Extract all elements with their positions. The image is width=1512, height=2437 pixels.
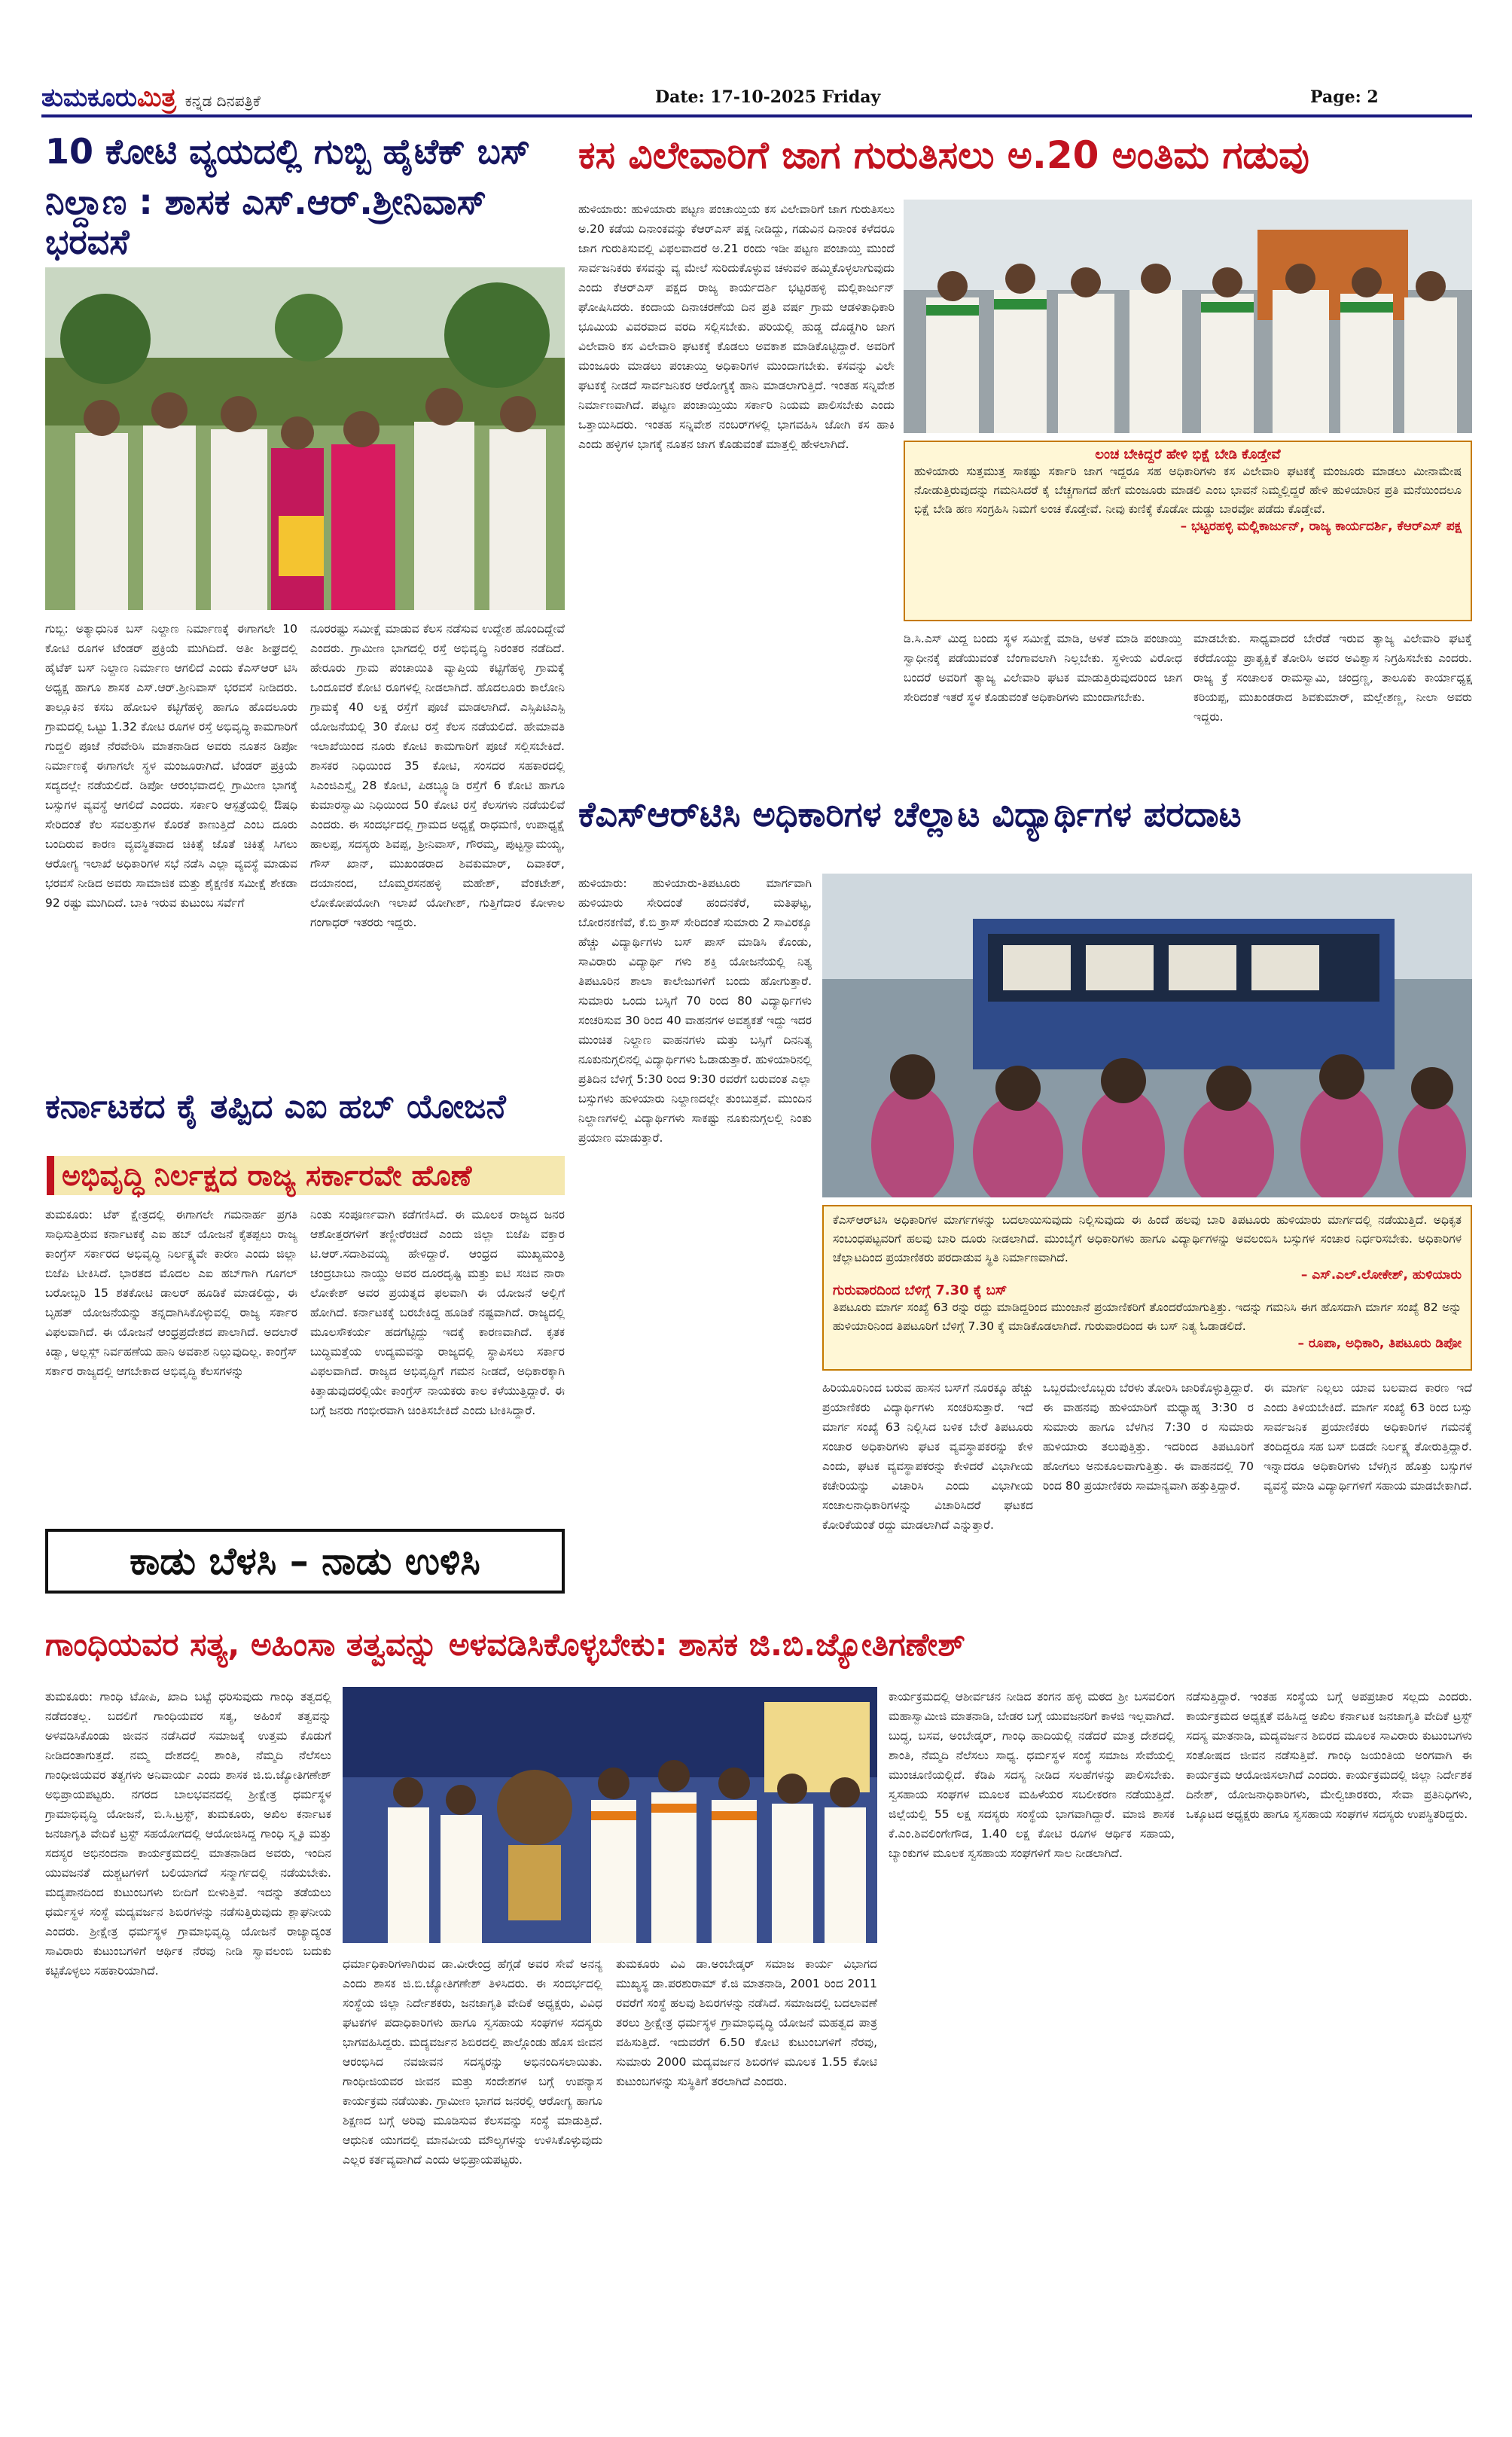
story3-body: ಹುಳಿಯಾರು: ಹುಳಿಯಾರು-ತಿಪಟೂರು ಮಾರ್ಗವಾಗಿ ಹುಳಿಯಾರು ಸೇರಿದಂತೆ ಹಂದನಕೆರೆ, ಮತಿಘಟ್ಟ, ಬೋರನಕಣಿವೆ, ಕೆ.ಬಿ ಕ್ರಾಸ್ ಸೇರಿದಂತೆ ಸುಮಾರು 2 ಸಾವಿರಕ್ಕೂ ಹೆಚ್ಚು ವಿದ್ಯಾರ್ಥಿಗಳು ಬಸ್ ಪಾಸ್ ಮಾಡಿಸಿ ಕೊಂಡು, ಸಾವಿರಾರು ವಿದ್ಯಾರ್ಥಿ ಗಳು ಶಕ್ತಿ ಯೋಜನೆಯಲ್ಲಿ ನಿತ್ಯ ತಿಪಟೂರಿನ ಶಾಲಾ ಕಾಲೇಜುಗಳಿಗೆ ಬಂದು ಹೋಗುತ್ತಾರೆ. ಸುಮಾರು ಒಂದು ಬಸ್ಸಿಗೆ 70 ರಿಂದ 80 ವಿದ್ಯಾರ್ಥಿಗಳು ಸಂಚರಿಸುವ 30 ರಿಂದ 40 ವಾಹನಗಳ ಅವಶ್ಯಕತೆ ಇದ್ದು ಇದರ ಮುಂಚಿತ ನಿಲ್ದಾಣ ವಾಹನಗಳು ಮತ್ತು ಬಸ್ಸಿಗೆ ದಿನನಿತ್ಯ ನೂಕುನುಗ್ಗಲಿನಲ್ಲಿ ವಿದ್ಯಾರ್ಥಿಗಳು ಓಡಾಡುತ್ತಾರೆ. ಹುಳಿಯಾರಿನಲ್ಲಿ ಪ್ರತಿದಿನ ಬೆಳಿಗ್ಗೆ 5:30 ರಿಂದ 9:30 ರವರೆಗೆ ಬರುವಂತ ಎಲ್ಲಾ ಬಸ್ಸುಗಳು ಹುಳಿಯಾರು ನಿಲ್ದಾಣದಲ್ಲೇ ತುಂಬುತ್ತವೆ. ಮುಂದಿನ ನಿಲ್ದಾಣಗಳಲ್ಲಿ ವಿದ್ಯಾರ್ಥಿಗಳು ಸಾಕಷ್ಟು ನೂಕುನುಗ್ಗಲಲ್ಲಿ ನಿಂತು ಪ್ರಯಾಣ ಮಾಡುತ್ತಾರೆ. [578, 877, 812, 1145]
story2-body: ಹುಳಿಯಾರು: ಹುಳಿಯಾರು ಪಟ್ಟಣ ಪಂಚಾಯ್ತಿಯ ಕಸ ವಿಲೇವಾರಿಗೆ ಜಾಗ ಗುರುತಿಸಲು ಅ.20 ಕಡೆಯ ದಿನಾಂಕವನ್ನು ಕೆಆರ್‌ಎಸ್ ಪಕ್ಷ ನೀಡಿದ್ದು, ಗಡುವಿನ ದಿನಾಂಕ ಕಳೆದರೂ ಜಾಗ ಗುರುತಿಸುವಲ್ಲಿ ವಿಫಲವಾದರೆ ಅ.21 ರಂದು ಇಡೀ ಪಟ್ಟಣ ಪಂಚಾಯ್ತಿ ಮುಂದೆ ಸಾರ್ವಜನಿಕರು ಕಸವನ್ನು ವ್ಯ ಮೇಲೆ ಸುರಿದುಕೊಳ್ಳುವ ಚಳುವಳಿ ಹಮ್ಮಿಕೊಳ್ಳಲಾಗುವುದು ಎಂದು ಕೆಆರ್‌ಎಸ್ ಪಕ್ಷದ ರಾಜ್ಯ ಕಾರ್ಯದರ್ಶಿ ಭಟ್ಟರಹಳ್ಳಿ ಮಲ್ಲಿಕಾರ್ಜುನ್ ಘೋಷಿಸಿದರು. ಕಂದಾಯ ದಿನಾಚರಣೆಯ ದಿನ ಪ್ರತಿ ವರ್ಷ ಗ್ರಾಮ ಆಡಳಿತಾಧಿಕಾರಿ ಭೂಮಿಯ ವಿವರವಾದ ವರದಿ ಸಲ್ಲಿಸಬೇಕು. ಪರಿಯಲ್ಲಿ ಹುಡ್ಡ ದೊಡ್ಡಗಿರಿ ಜಾಗ ವಿಲೇವಾರಿ ಕಸ ವಿಲೇವಾರಿ ಘಟಕಕ್ಕೆ ಕೊಡಲು ಅವಕಾಶ ಮಾಡಿಕೊಟ್ಟಿದ್ದಾರೆ. ಅವರಿಗೆ ಮಂಜೂರು ಮಾಡಲು ಪಂಚಾಯ್ತಿ ಅಧಿಕಾರಿಗಳ ಮುಂದಾಗಬೇಕು. ಕಸವನ್ನು ವಿಲೇ ಘಟಕಕ್ಕೆ ನೀಡದೆ ಸಾರ್ವಜನಿಕರ ಆರೋಗ್ಯಕ್ಕೆ ಹಾನಿ ಮಾಡಲಾಗುತ್ತಿದೆ. ಇಂತಹ ಸನ್ನಿವೇಶ ನಿರ್ಮಾಣವಾಗಿದೆ. ಪಟ್ಟಣ ಪಂಚಾಯ್ತಿಯು ಸರ್ಕಾರಿ ನಿಯಮ ಪಾಲಿಸಬೇಕು ಎಂದು ಒತ್ತಾಯಿಸಿದರು. ಇಂತಹ ಸನ್ನಿವೇಶ ನಂಬರ್‌ಗಳಲ್ಲಿ ಭಾಗವಹಿಸಿ ಜೋಗಿ ಕಸ ಹಾಕಿ ಎಂದು ಹಳ್ಳಿಗಳ ಭಾಗಕ್ಕೆ ನೂತನ ಜಾಗ ಕೊಡುವಂತೆ ಮಾತ್ತಲ್ಲಿ ಹೇಳಲಾಗಿದೆ. [578, 203, 895, 451]
story5-body-col4: ಕಾರ್ಯಕ್ರಮದಲ್ಲಿ ಆಶೀರ್ವಚನ ನೀಡಿದ ತಂಗನ ಹಳ್ಳಿ ಮಠದ ಶ್ರೀ ಬಸವಲಿಂಗ ಮಹಾಸ್ವಾಮೀಜಿ ಮಾತನಾಡಿ, ಬೇಡರ ಬಗ್ಗೆ ಯುವಜನರಿಗೆ ಕಾಳಜಿ ಇಲ್ಲವಾಗಿದೆ. ಬುದ್ಧ, ಬಸವ, ಅಂಬೇಡ್ಕರ್, ಗಾಂಧಿ ಹಾದಿಯಲ್ಲಿ ನಡೆದರೆ ಮಾತ್ರ ದೇಶದಲ್ಲಿ ಶಾಂತಿ, ನೆಮ್ಮದಿ ನೆಲೆಸಲು ಸಾಧ್ಯ. ಧರ್ಮಸ್ಥಳ ಸಂಸ್ಥೆ ಸಮಾಜ ಸೇವೆಯಲ್ಲಿ ಮುಂಚೂಣಿಯಲ್ಲಿದೆ. ಕೆಡಿಪಿ ಸದಸ್ಯ ನೀಡಿದ ಸಲಹೆಗಳನ್ನು ಪಾಲಿಸಬೇಕು. ಸ್ವಸಹಾಯ ಸಂಘಗಳ ಮೂಲಕ ಮಹಿಳೆಯರ ಸಬಲೀಕರಣ ನಡೆಯುತ್ತಿದೆ. ಜಿಲ್ಲೆಯಲ್ಲಿ 55 ಲಕ್ಷ ಸದಸ್ಯರು ಸಂಸ್ಥೆಯ ಭಾಗವಾಗಿದ್ದಾರೆ. ಮಾಜಿ ಶಾಸಕ ಕೆ.ಎಂ.ಶಿವಲಿಂಗೇಗೌಡ, 1.40 ಲಕ್ಷ ಕೋಟಿ ರೂಗಳ ಆರ್ಥಿಕ ಸಹಾಯ, ಬ್ಯಾಂಕುಗಳ ಮೂಲಕ ಸ್ವಸಹಾಯ ಸಂಘಗಳಿಗೆ ಸಾಲ ನೀಡಲಾಗಿದೆ. [889, 1690, 1175, 1860]
masthead-rule [41, 114, 1472, 117]
page-number: Page: 2 [1310, 87, 1379, 107]
story5-body-col2: ಧರ್ಮಾಧಿಕಾರಿಗಳಾಗಿರುವ ಡಾ.ವೀರೇಂದ್ರ ಹೆಗ್ಗಡೆ ಅವರ ಸೇವೆ ಅನನ್ಯ ಎಂದು ಶಾಸಕ ಜಿ.ಬಿ.ಜ್ಯೋತಿಗಣೇಶ್ ತಿಳಿಸಿದರು. ಈ ಸಂದರ್ಭದಲ್ಲಿ ಸಂಸ್ಥೆಯ ಜಿಲ್ಲಾ ನಿರ್ದೇಶಕರು, ಜನಜಾಗೃತಿ ವೇದಿಕೆ ಅಧ್ಯಕ್ಷರು, ವಿವಿಧ ಘಟಕಗಳ ಪದಾಧಿಕಾರಿಗಳು ಹಾಗೂ ಸ್ವಸಹಾಯ ಸಂಘಗಳ ಸದಸ್ಯರು ಭಾಗವಹಿಸಿದ್ದರು. ಮದ್ಯವರ್ಜನ ಶಿಬಿರದಲ್ಲಿ ಪಾಲ್ಗೊಂಡು ಹೊಸ ಜೀವನ ಆರಂಭಿಸಿದ ನವಜೀವನ ಸದಸ್ಯರನ್ನು ಅಭಿನಂದಿಸಲಾಯಿತು. ಗಾಂಧೀಜಿಯವರ ಜೀವನ ಮತ್ತು ಸಂದೇಶಗಳ ಬಗ್ಗೆ ಉಪನ್ಯಾಸ ಕಾರ್ಯಕ್ರಮ ನಡೆಯಿತು. ಗ್ರಾಮೀಣ ಭಾಗದ ಜನರಲ್ಲಿ ಆರೋಗ್ಯ ಹಾಗೂ ಶಿಕ್ಷಣದ ಬಗ್ಗೆ ಅರಿವು ಮೂಡಿಸುವ ಕೆಲಸವನ್ನು ಸಂಸ್ಥೆ ಮಾಡುತ್ತಿದೆ. ಆಧುನಿಕ ಯುಗದಲ್ಲಿ ಮಾನವೀಯ ಮೌಲ್ಯಗಳನ್ನು ಉಳಿಸಿಕೊಳ್ಳುವುದು ಎಲ್ಲರ ಕರ್ತವ್ಯವಾಗಿದೆ ಎಂದು ಅಭಿಪ್ರಾಯಪಟ್ಟರು. [343, 1957, 602, 2167]
story2-headline: ಕಸ ವಿಲೇವಾರಿಗೆ ಜಾಗ ಗುರುತಿಸಲು ಅ.20 ಅಂತಿಮ ಗಡುವು [578, 133, 1309, 177]
story4-subhead: ಅಭಿವೃದ್ಧಿ ನಿರ್ಲಕ್ಷದ ರಾಜ್ಯ ಸರ್ಕಾರವೇ ಹೊಣೆ [47, 1156, 565, 1195]
story1-body-col1: ಗುಬ್ಬಿ: ಅತ್ಯಾಧುನಿಕ ಬಸ್ ನಿಲ್ದಾಣ ನಿರ್ಮಾಣಕ್ಕೆ ಈಗಾಗಲೇ 10 ಕೋಟಿ ರೂಗಳ ಟೆಂಡರ್ ಪ್ರಕ್ರಿಯೆ ಮುಗಿದಿದೆ. ಅತೀ ಶೀಘ್ರದಲ್ಲಿ ಹೈಟೆಕ್ ಬಸ್ ನಿಲ್ದಾಣ ನಿರ್ಮಾಣ ಆಗಲಿದೆ ಎಂದು ಕೆಎಸ್‌ಆರ್‌ ಟಿಸಿ ಅಧ್ಯಕ್ಷ ಹಾಗೂ ಶಾಸಕ ಎಸ್.ಆರ್.ಶ್ರೀನಿವಾಸ್ ಭರವಸೆ ನೀಡಿದರು. ತಾಲ್ಲೂಕಿನ ಕಸಬ ಹೋಬಳಿ ಕಟ್ಟಿಗೆಹಳ್ಳಿ ಹಾಗೂ ಹೊದಲೂರು ಗ್ರಾಮದಲ್ಲಿ ಒಟ್ಟು 1.32 ಕೋಟಿ ರೂಗಳ ರಸ್ತೆ ಅಭಿವೃದ್ಧಿ ಕಾಮಗಾರಿಗೆ ಗುದ್ದಲಿ ಪೂಜೆ ನೆರವೇರಿಸಿ ಮಾತನಾಡಿದ ಅವರು ನೂತನ ಡಿಪೋ ನಿರ್ಮಾಣಕ್ಕೆ ಈಗಾಗಲೇ ಸ್ಥಳ ಮಂಜೂರಾಗಿದೆ. ಟೆಂಡರ್ ಪ್ರಕ್ರಿಯೆ ಸದ್ಯದಲ್ಲೇ ನಡೆಯಲಿದೆ. ಡಿಪೋ ಆರಂಭವಾದಲ್ಲಿ ಗ್ರಾಮೀಣ ಭಾಗಕ್ಕೆ ಬಸ್ಸುಗಳ ವ್ಯವಸ್ಥೆ ಆಗಲಿದೆ ಎಂದರು. ಸರ್ಕಾರಿ ಆಸ್ಪತ್ರೆಯಲ್ಲಿ ಔಷಧಿ ಸೇರಿದಂತೆ ಕೆಲ ಸವಲತ್ತುಗಳ ಕೊರತೆ ಕಾಣುತ್ತಿದೆ ಎಂಬ ದೂರು ಬಂದಿರುವ ಕಾರಣ ವ್ಯವಸ್ಥಿತವಾದ ಚಿಕಿತ್ಸೆ ಜೊತೆ ಚಿಕಿತ್ಸೆ ಸಿಗಲು ಆರೋಗ್ಯ ಇಲಾಖೆ ಅಧಿಕಾರಿಗಳ ಸಭೆ ನಡೆಸಿ ಎಲ್ಲಾ ವ್ಯವಸ್ಥೆ ಮಾಡುವ ಭರವಸೆ ನೀಡಿದ ಅವರು ಸಾಮಾಜಿಕ ಮತ್ತು ಶೈಕ್ಷಣಿಕ ಸಮೀಕ್ಷೆ ಶೇಕಡಾ 92 ರಷ್ಟು ಮುಗಿದಿದೆ. ಬಾಕಿ ಇರುವ ಕುಟುಂಬ ಸರ್ವೆಗೆ [45, 622, 297, 910]
story5-body-col3: ತುಮಕೂರು ವಿವಿ ಡಾ.ಅಂಬೇಡ್ಕರ್ ಸಮಾಜ ಕಾರ್ಯ ವಿಭಾಗದ ಮುಖ್ಯಸ್ಥ ಡಾ.ಪರಶುರಾಮ್ ಕೆ.ಜಿ ಮಾತನಾಡಿ, 2001 ರಿಂದ 2011 ರವರೆಗೆ ಸಂಸ್ಥೆ ಹಲವು ಶಿಬಿರಗಳನ್ನು ನಡೆಸಿದೆ. ಸಮಾಜದಲ್ಲಿ ಬದಲಾವಣೆ ತರಲು ಶ್ರೀಕ್ಷೇತ್ರ ಧರ್ಮಸ್ಥಳ ಗ್ರಾಮಾಭಿವೃದ್ಧಿ ಯೋಜನೆ ಮಹತ್ವದ ಪಾತ್ರ ವಹಿಸುತ್ತಿದೆ. ಇದುವರೆಗೆ 6.50 ಕೋಟಿ ಕುಟುಂಬಗಳಿಗೆ ನೆರವು, ಸುಮಾರು 2000 ಮದ್ಯವರ್ಜನ ಶಿಬಿರಗಳ ಮೂಲಕ 1.55 ಕೋಟಿ ಕುಟುಂಬಗಳನ್ನು ಸುಸ್ಥಿತಿಗೆ ತರಲಾಗಿದೆ ಎಂದರು. [616, 1957, 877, 2088]
story2-box-text: ಹುಳಿಯಾರು ಸುತ್ತಮುತ್ತ ಸಾಕಷ್ಟು ಸರ್ಕಾರಿ ಜಾಗ ಇದ್ದರೂ ಸಹ ಅಧಿಕಾರಿಗಳು ಕಸ ವಿಲೇವಾರಿ ಘಟಕಕ್ಕೆ ಮಂಜೂರು ಮಾಡಲು ಮೀನಾಮೇಷ ನೋಡುತ್ತಿರುವುದನ್ನು ಗಮನಿಸಿದರೆ ಕೈ ಬೆಚ್ಚಗಾಗದೆ ಹೇಗೆ ಮಂಜೂರು ಮಾಡಲಿ ಎಂಬ ಭಾವನೆ ನಿಮ್ಮಲ್ಲಿದ್ದರೆ ಹೇಳಿ ಹುಳಿಯಾರಿನ ಪ್ರತಿ ಮನೆಯಿಂದಲೂ ಭಿಕ್ಷೆ ಬೇಡಿ ಹಣ ಸಂಗ್ರಹಿಸಿ ನಿಮಗೆ ಲಂಚ ಕೊಡ್ತೇವೆ. ನೀವು ಕುಣಿಕ್ಕೆ ಕೊಡೋ ದುಡ್ಡು ಬಾರವೋ ಪಡೆದು ಕೊಡ್ತೇವೆ. [914, 465, 1462, 516]
story5-body-col5: ನಡೆಸುತ್ತಿದ್ದಾರೆ. ಇಂತಹ ಸಂಸ್ಥೆಯ ಬಗ್ಗೆ ಅಪಪ್ರಚಾರ ಸಲ್ಲದು ಎಂದರು. ಕಾರ್ಯಕ್ರಮದ ಅಧ್ಯಕ್ಷತೆ ವಹಿಸಿದ್ದ ಅಖಿಲ ಕರ್ನಾಟಕ ಜನಜಾಗೃತಿ ವೇದಿಕೆ ಟ್ರಸ್ಟ್ ಸದಸ್ಯ ಮಾತನಾಡಿ, ಮದ್ಯವರ್ಜನ ಶಿಬಿರದ ಮೂಲಕ ಸಾವಿರಾರು ಕುಟುಂಬಗಳು ಸಂತೋಷದ ಜೀವನ ನಡೆಸುತ್ತಿವೆ. ಗಾಂಧಿ ಜಯಂತಿಯ ಅಂಗವಾಗಿ ಈ ಕಾರ್ಯಕ್ರಮ ಆಯೋಜಿಸಲಾಗಿದೆ ಎಂದರು. ಕಾರ್ಯಕ್ರಮದಲ್ಲಿ ಜಿಲ್ಲಾ ನಿರ್ದೇಶಕ ದಿನೇಶ್, ಯೋಜನಾಧಿಕಾರಿಗಳು, ಮೇಲ್ವಿಚಾರಕರು, ಸೇವಾ ಪ್ರತಿನಿಧಿಗಳು, ಒಕ್ಕೂಟದ ಅಧ್ಯಕ್ಷರು ಹಾಗೂ ಸ್ವಸಹಾಯ ಸಂಘಗಳ ಸದಸ್ಯರು ಉಪಸ್ಥಿತರಿದ್ದರು. [1186, 1690, 1472, 1821]
story4-headline: ಕರ್ನಾಟಕದ ಕೈ ತಪ್ಪಿದ ಎಐ ಹಬ್ ಯೋಜನೆ [45, 1088, 565, 1127]
story5-headline: ಗಾಂಧಿಯವರ ಸತ್ಯ, ಅಹಿಂಸಾ ತತ್ವವನ್ನು ಅಳವಡಿಸಿಕೊಳ್ಳಬೇಕು: ಶಾಸಕ ಜಿ.ಬಿ.ಜ್ಯೋತಿಗಣೇಶ್ [45, 1626, 965, 1663]
slogan-box: ಕಾಡು ಬೆಳಸಿ – ನಾಡು ಉಳಿಸಿ [45, 1529, 565, 1594]
story3-body-cont3: ಈ ಮಾರ್ಗ ನಿಲ್ಲಲು ಯಾವ ಬಲವಾದ ಕಾರಣ ಇದೆ ಎಂದು ತಿಳಿಯಬೇಕಿದೆ. ಮಾರ್ಗ ಸಂಖ್ಯೆ 63 ರಿಂದ ಬಸ್ಸು ಸಾರ್ವಜನಿಕ ಪ್ರಯಾಣಿಕರು ಅಧಿಕಾರಿಗಳ ಗಮನಕ್ಕೆ ತಂದಿದ್ದರೂ ಸಹ ಬಸ್ ಬಿಡದೇ ನಿರ್ಲಕ್ಷ್ಯ ತೋರುತ್ತಿದ್ದಾರೆ. ಇನ್ನಾದರೂ ಅಧಿಕಾರಿಗಳು ಬೆಳಗ್ಗಿನ ಹೊತ್ತು ಬಸ್ಸುಗಳ ವ್ಯವಸ್ಥೆ ಮಾಡಿ ವಿದ್ಯಾರ್ಥಿಗಳಿಗೆ ಸಹಾಯ ಮಾಡಬೇಕಾಗಿದೆ. [1264, 1381, 1472, 1493]
story3-box-text: ಕೆಎಸ್‌ಆರ್‌ಟಿಸಿ ಅಧಿಕಾರಿಗಳ ಮಾರ್ಗಗಳನ್ನು ಬದಲಾಯಿಸುವುದು ನಿಲ್ಲಿಸುವುದು ಈ ಹಿಂದೆ ಹಲವು ಬಾರಿ ತಿಪಟೂರು ಹುಳಿಯಾರು ಮಾರ್ಗದಲ್ಲಿ ನಡೆಯುತ್ತಿದೆ. ಅಧಿಕೃತ ಸಂಬಂಧಪಟ್ಟವರಿಗೆ ಹಲವು ಬಾರಿ ದೂರು ನೀಡಲಾಗಿದೆ. ಮುಂಬೈಗೆ ಅಧಿಕಾರಿಗಳು ಹಾಗೂ ವಿದ್ಯಾರ್ಥಿಗಳನ್ನು ಅವಲಂಬಿಸಿ ಬಸ್ಸುಗಳ ಸಂಚಾರ ನಿರ್ಧರಿಸಬೇಕು. ಅಧಿಕಾರಿಗಳ ಚೆಲ್ಲಾಟದಿಂದ ಪ್ರಯಾಣಿಕರು ಪರದಾಡುವ ಸ್ಥಿತಿ ನಿರ್ಮಾಣವಾಗಿದೆ. [833, 1213, 1462, 1264]
ceremony-photo [45, 267, 565, 610]
story2-quote-box [904, 441, 1472, 621]
story4-body-col2: ನಿಂತು ಸಂಪೂರ್ಣವಾಗಿ ಕಡೆಗಣಿಸಿದೆ. ಈ ಮೂಲಕ ರಾಜ್ಯದ ಜನರ ಆಶೋತ್ತರಗಳಿಗೆ ತಣ್ಣೀರೆರಚಿದೆ ಎಂದು ಜಿಲ್ಲಾ ಬಿಜೆಪಿ ವಕ್ತಾರ ಟಿ.ಆರ್.ಸದಾಶಿವಯ್ಯ ಹೇಳಿದ್ದಾರೆ. ಆಂಧ್ರದ ಮುಖ್ಯಮಂತ್ರಿ ಚಂದ್ರಬಾಬು ನಾಯ್ಡು ಅವರ ದೂರದೃಷ್ಟಿ ಮತ್ತು ಐಟಿ ಸಚಿವ ನಾರಾ ಲೋಕೇಶ್ ಅವರ ಪ್ರಯತ್ನದ ಫಲವಾಗಿ ಈ ಯೋಜನೆ ಅಲ್ಲಿಗೆ ಹೋಗಿದೆ. ಕರ್ನಾಟಕಕ್ಕೆ ಬರಬೇಕಿದ್ದ ಹೂಡಿಕೆ ನಷ್ಟವಾಗಿದೆ. ರಾಜ್ಯದಲ್ಲಿ ಮೂಲಸೌಕರ್ಯ ಹದಗೆಟ್ಟಿದ್ದು ಇದಕ್ಕೆ ಕಾರಣವಾಗಿದೆ. ಕೃತಕ ಬುದ್ಧಿಮತ್ತೆಯ ಉದ್ಯಮವನ್ನು ರಾಜ್ಯದಲ್ಲಿ ಸ್ಥಾಪಿಸಲು ಸರ್ಕಾರ ವಿಫಲವಾಗಿದೆ. ರಾಜ್ಯದ ಅಭಿವೃದ್ಧಿಗೆ ಗಮನ ನೀಡದೆ, ಅಧಿಕಾರಕ್ಕಾಗಿ ಕಿತ್ತಾಡುವುದರಲ್ಲಿಯೇ ಕಾಂಗ್ರೆಸ್ ನಾಯಕರು ಕಾಲ ಕಳೆಯುತ್ತಿದ್ದಾರೆ. ಈ ಬಗ್ಗೆ ಜನರು ಗಂಭೀರವಾಗಿ ಚಿಂತಿಸಬೇಕಿದೆ ಎಂದು ಟೀಕಿಸಿದ್ದಾರೆ. [310, 1208, 565, 1417]
masthead-logo: ತುಮಕೂರುಮಿತ್ರ ಕನ್ನಡ ದಿನಪತ್ರಿಕೆ [41, 83, 261, 113]
story3-body-cont2: ಒಬ್ಬರಮೇಲೊಬ್ಬರು ಬೆರಳು ತೋರಿಸಿ ಜಾರಿಕೊಳ್ಳುತ್ತಿದ್ದಾರೆ. ಈ ವಾಹನವು ಹುಳಿಯಾರಿಗೆ ಮಧ್ಯಾಹ್ನ 3:30 ರ ಸುಮಾರು ಹಾಗೂ ಬೆಳಗಿನ 7:30 ರ ಸುಮಾರು ಹುಳಿಯಾರು ತಲುಪುತ್ತಿತ್ತು. ಇದರಿಂದ ತಿಪಟೂರಿಗೆ ಹೋಗಲು ಅನುಕೂಲವಾಗುತ್ತಿತ್ತು. ಈ ವಾಹನದಲ್ಲಿ 70 ರಿಂದ 80 ಪ್ರಯಾಣಿಕರು ಸಾಮಾನ್ಯವಾಗಿ ಹತ್ತುತ್ತಿದ್ದಾರೆ. [1043, 1381, 1254, 1493]
story2-body-cont1: ಡಿ.ಸಿ.ಎಸ್ ಮಿದ್ದ ಬಂದು ಸ್ಥಳ ಸಮೀಕ್ಷೆ ಮಾಡಿ, ಅಳತೆ ಮಾಡಿ ಪಂಚಾಯ್ತಿ ಸ್ವಾಧೀನಕ್ಕೆ ಪಡೆಯುವಂತೆ ಬೆಂಗಾವಲಾಗಿ ನಿಲ್ಲಬೇಕು. ಸ್ಥಳೀಯ ವಿರೋಧ ಬಂದರೆ ಅವರಿಗೆ ತ್ಯಾಜ್ಯ ವಿಲೇವಾರಿ ಘಟಕ ಮಾಡುತ್ತಿರುವುದರಿಂದ ಜಾಗ ಸೇರಿದಂತೆ ಇತರೆ ಸ್ಥಳ ಕೊಡುವಂತೆ ಅಧಿಕಾರಿಗಳು ಮುಂದಾಗಬೇಕು. [904, 632, 1182, 704]
story1-headline: 10 ಕೋಟಿ ವ್ಯಯದಲ್ಲಿ ಗುಬ್ಬಿ ಹೈಟೆಕ್ ಬಸ್ ನಿಲ್ದಾಣ : ಶಾಸಕ ಎಸ್.ಆರ್.ಶ್ರೀನಿವಾಸ್ ಭರವಸೆ [45, 131, 531, 262]
issue-date: Date: 17-10-2025 Friday [655, 87, 881, 107]
story2-box-title: ಲಂಚ ಬೇಕಿದ್ದರೆ ಹೇಳಿ ಭಿಕ್ಷೆ ಬೇಡಿ ಕೊಡ್ತೇವೆ [1095, 447, 1281, 462]
stage-event-photo [343, 1687, 877, 1943]
story3-box2-title: ಗುರುವಾರದಿಂದ ಬೆಳಿಗ್ಗೆ 7.30 ಕ್ಕೆ ಬಸ್ [833, 1283, 1007, 1298]
story5-body-col1: ತುಮಕೂರು: ಗಾಂಧಿ ಟೋಪಿ, ಖಾದಿ ಬಟ್ಟೆ ಧರಿಸುವುದು ಗಾಂಧಿ ತತ್ವದಲ್ಲಿ ನಡೆದಂತಲ್ಲ. ಬದಲಿಗೆ ಗಾಂಧಿಯವರ ಸತ್ಯ, ಅಹಿಂಸೆ ತತ್ವವನ್ನು ಅಳವಡಿಸಿಕೊಂಡು ಜೀವನ ನಡೆಸಿದರೆ ಸಮಾಜಕ್ಕೆ ಉತ್ತಮ ಕೊಡುಗೆ ನೀಡಿದಂತಾಗುತ್ತದೆ. ನಮ್ಮ ದೇಶದಲ್ಲಿ ಶಾಂತಿ, ನೆಮ್ಮದಿ ನೆಲೆಸಲು ಗಾಂಧೀಜಿಯವರ ತತ್ವಗಳು ಅನಿವಾರ್ಯ ಎಂದು ಶಾಸಕ ಜಿ.ಬಿ.ಜ್ಯೋತಿಗಣೇಶ್ ಅಭಿಪ್ರಾಯಪಟ್ಟರು. ನಗರದ ಬಾಲಭವನದಲ್ಲಿ ಶ್ರೀಕ್ಷೇತ್ರ ಧರ್ಮಸ್ಥಳ ಗ್ರಾಮಾಭಿವೃದ್ಧಿ ಯೋಜನೆ, ಬಿ.ಸಿ.ಟ್ರಸ್ಟ್, ತುಮಕೂರು, ಅಖಿಲ ಕರ್ನಾಟಕ ಜನಜಾಗೃತಿ ವೇದಿಕೆ ಟ್ರಸ್ಟ್ ಸಹಯೋಗದಲ್ಲಿ ಆಯೋಜಿಸಿದ್ದ ಗಾಂಧಿ ಸ್ಮೃತಿ ಮತ್ತು ಸದಸ್ಯರ ಅಭಿನಂದನಾ ಕಾರ್ಯಕ್ರಮದಲ್ಲಿ ಮಾತನಾಡಿದ ಅವರು, ಇಂದಿನ ಯುವಜನತೆ ದುಶ್ಚಟಗಳಿಗೆ ಬಲಿಯಾಗದೆ ಸನ್ಮಾರ್ಗದಲ್ಲಿ ನಡೆಯಬೇಕು. ಮದ್ಯಪಾನದಿಂದ ಕುಟುಂಬಗಳು ಬೀದಿಗೆ ಬೀಳುತ್ತಿವೆ. ಇದನ್ನು ತಡೆಯಲು ಧರ್ಮಸ್ಥಳ ಸಂಸ್ಥೆ ಮದ್ಯವರ್ಜನ ಶಿಬಿರಗಳನ್ನು ನಡೆಸುತ್ತಿರುವುದು ಶ್ಲಾಘನೀಯ ಎಂದರು. ಶ್ರೀಕ್ಷೇತ್ರ ಧರ್ಮಸ್ಥಳ ಗ್ರಾಮಾಭಿವೃದ್ಧಿ ಯೋಜನೆ ರಾಜ್ಯಾದ್ಯಂತ ಸಾವಿರಾರು ಕುಟುಂಬಗಳಿಗೆ ಆರ್ಥಿಕ ನೆರವು ನೀಡಿ ಸ್ವಾವಲಂಬಿ ಬದುಕು ಕಟ್ಟಿಕೊಳ್ಳಲು ಸಹಕಾರಿಯಾಗಿದೆ. [45, 1690, 331, 1978]
story3-quote-box [822, 1205, 1472, 1371]
story3-headline: ಕೆಎಸ್‌ಆರ್‌ಟಿಸಿ ಅಧಿಕಾರಿಗಳ ಚೆಲ್ಲಾಟ ವಿದ್ಯಾರ್ಥಿಗಳ ಪರದಾಟ [578, 794, 1242, 834]
story2-body-cont2: ಮಾಡಬೇಕು. ಸಾಧ್ಯವಾದರೆ ಬೇರೆಡೆ ಇರುವ ತ್ಯಾಜ್ಯ ವಿಲೇವಾರಿ ಘಟಕ್ಕೆ ಕರೆದೊಯ್ದು ಪ್ರಾತ್ಯಕ್ಷಿಕೆ ತೋರಿಸಿ ಅವರ ಅವಿಶ್ವಾಸ ನಿಗ್ರಹಿಸಬೇಕು ಎಂದರು. ರಾಜ್ಯ ಕ್ರೆ ಸಂಚಾಲಕ ರಾಮಸ್ವಾಮಿ, ಚಂದ್ರಣ್ಣ, ತಾಲೂಕು ಕಾರ್ಯಾಧ್ಯಕ್ಷ ಕರಿಯಪ್ಪ, ಮುಖಂಡರಾದ ಶಿವಕುಮಾರ್, ಮಲ್ಲೇಶಣ್ಣ, ನೀಲಾ ಅವರು ಇದ್ದರು. [1193, 632, 1472, 724]
bus-crowd-photo [822, 874, 1472, 1197]
story3-box2-credit: – ರೂಪಾ, ಅಧಿಕಾರಿ, ತಿಪಟೂರು ಡಿಪೋ [1297, 1336, 1462, 1351]
story2-box-credit: – ಭಟ್ಟರಹಳ್ಳಿ ಮಲ್ಲಿಕಾರ್ಜುನ್, ರಾಜ್ಯ ಕಾರ್ಯದರ್ಶಿ, ಕೆಆರ್‌ಎಸ್ ಪಕ್ಷ [1180, 519, 1462, 534]
story3-body-cont1: ಹಿರಿಯೂರಿನಿಂದ ಬರುವ ಹಾಸನ ಬಸ್‌ಗೆ ನೂರಕ್ಕೂ ಹೆಚ್ಚು ಪ್ರಯಾಣಿಕರು ವಿದ್ಯಾರ್ಥಿಗಳು ಸಂಚರಿಸುತ್ತಾರೆ. ಇದೆ ಮಾರ್ಗ ಸಂಖ್ಯೆ 63 ನಿಲ್ಲಿಸಿದ ಬಳಿಕ ಬೇರೆ ತಿಪಟೂರು ಸಂಚಾರ ಅಧಿಕಾರಿಗಳು ಘಟಕ ವ್ಯವಸ್ಥಾಪಕರನ್ನು ಕೇಳಿ ಎಂದು, ಘಟಕ ವ್ಯವಸ್ಥಾಪಕರನ್ನು ಕೇಳಿದರೆ ವಿಭಾಗೀಯ ಕಚೇರಿಯನ್ನು ವಿಚಾರಿಸಿ ಎಂದು ವಿಭಾಗೀಯ ಸಂಚಾಲನಾಧಿಕಾರಿಗಳನ್ನು ವಿಚಾರಿಸಿದರೆ ಘಟಕದ ಕೋರಿಕೆಯಂತೆ ರದ್ದು ಮಾಡಲಾಗಿದೆ ಎನ್ನುತ್ತಾರೆ. [822, 1381, 1033, 1532]
story1-body-col2: ನೂರರಷ್ಟು ಸಮೀಕ್ಷೆ ಮಾಡುವ ಕೆಲಸ ನಡೆಸುವ ಉದ್ದೇಶ ಹೊಂದಿದ್ದೇವೆ ಎಂದರು. ಗ್ರಾಮೀಣ ಭಾಗದಲ್ಲಿ ರಸ್ತೆ ಅಭಿವೃದ್ಧಿ ನಿರಂತರ ನಡೆದಿದೆ. ಹೇರೂರು ಗ್ರಾಮ ಪಂಚಾಯಿತಿ ವ್ಯಾಪ್ತಿಯ ಕಟ್ಟಿಗೆಹಳ್ಳಿ ಗ್ರಾಮಕ್ಕೆ ಒಂದೂವರೆ ಕೋಟಿ ರೂಗಳಲ್ಲಿ ನೀಡಲಾಗಿದೆ. ಹೊದಲೂರು ಕಾಲೋನಿ ಗ್ರಾಮಕ್ಕೆ 40 ಲಕ್ಷ ರಸ್ತೆಗೆ ಪೂಜೆ ಮಾಡಲಾಗಿದೆ. ಎಸ್ಸಿಪಿಟಿಎಸ್ಪಿ ಯೋಜನೆಯಲ್ಲಿ 30 ಕೋಟಿ ರಸ್ತೆ ಕೆಲಸ ನಡೆಯಲಿದೆ. ಹೇಮಾವತಿ ಇಲಾಖೆಯಿಂದ ನೂರು ಕೋಟಿ ಕಾಮಗಾರಿಗೆ ಪೂಜೆ ಸಲ್ಲಿಸಬೇಕಿದೆ. ಶಾಸಕರ ನಿಧಿಯಿಂದ 35 ಕೋಟಿ, ಸಂಸದರ ಸಹಕಾರದಲ್ಲಿ ಸಿಎಂಜಿಎಸ್ವೈ 28 ಕೋಟಿ, ಪಿಡಬ್ಲ್ಯೂಡಿ ರಸ್ತೆಗೆ 6 ಕೋಟಿ ಹಾಗೂ ಕುಮಾರಸ್ವಾಮಿ ನಿಧಿಯಿಂದ 50 ಕೋಟಿ ರಸ್ತೆ ಕೆಲಸಗಳು ನಡೆಯಲಿವೆ ಎಂದರು. ಈ ಸಂದರ್ಭದಲ್ಲಿ ಗ್ರಾಮದ ಅಧ್ಯಕ್ಷೆ ರಾಧಮಣಿ, ಉಪಾಧ್ಯಕ್ಷೆ ಹಾಲಪ್ಪ, ಸದಸ್ಯರು ಶಿವಪ್ಪ, ಶ್ರೀನಿವಾಸ್, ಗೌರಮ್ಮ, ಪುಟ್ಟಸ್ವಾಮಯ್ಯ, ಗೌಸ್ ಖಾನ್, ಮುಖಂಡರಾದ ಶಿವಕುಮಾರ್, ದಿವಾಕರ್, ದಯಾನಂದ, ಬೊಮ್ಮರಸನಹಳ್ಳಿ ಮಹೇಶ್, ವೆಂಕಟೇಶ್, ಲೋಕೋಪಯೋಗಿ ಇಲಾಖೆ ಯೋಗೀಶ್, ಗುತ್ತಿಗೆದಾರ ಕೋಳಾಲ ಗಂಗಾಧರ್ ಇತರರು ಇದ್ದರು. [310, 622, 565, 929]
protest-photo [904, 200, 1472, 433]
story4-body-col1: ತುಮಕೂರು: ಟೆಕ್ ಕ್ಷೇತ್ರದಲ್ಲಿ ಈಗಾಗಲೇ ಗಮನಾರ್ಹ ಪ್ರಗತಿ ಸಾಧಿಸುತ್ತಿರುವ ಕರ್ನಾಟಕಕ್ಕೆ ಎಐ ಹಬ್ ಯೋಜನೆ ಕೈತಪ್ಪಲು ರಾಜ್ಯ ಕಾಂಗ್ರೆಸ್ ಸರ್ಕಾರದ ಅಭಿವೃದ್ಧಿ ನಿರ್ಲಕ್ಷ್ಯವೇ ಕಾರಣ ಎಂದು ಜಿಲ್ಲಾ ಬಿಜೆಪಿ ಟೀಕಿಸಿದೆ. ಭಾರತದ ಮೊದಲ ಎಐ ಹಬ್‌ಗಾಗಿ ಗೂಗಲ್ ಬರೋಬ್ಬರಿ 15 ಶತಕೋಟಿ ಡಾಲರ್ ಹೂಡಿಕೆ ಮಾಡಲಿದ್ದು, ಈ ಬೃಹತ್ ಯೋಜನೆಯನ್ನು ತನ್ನದಾಗಿಸಿಕೊಳ್ಳುವಲ್ಲಿ ರಾಜ್ಯ ಸರ್ಕಾರ ವಿಫಲವಾಗಿದೆ. ಈ ಯೋಜನೆ ಆಂಧ್ರಪ್ರದೇಶದ ಪಾಲಾಗಿದೆ. ಅದಲಾರೆ ಕಿಡ್ವಾ, ಅಲ್ಲಸ್ಲ್ ನಿರ್ವಹಣೆಯ ಹಾನಿ ಅವಕಾಶ ನಿಲ್ಲುವುದಿಲ್ಲ. ಕಾಂಗ್ರೆಸ್ ಸರ್ಕಾರ ರಾಜ್ಯದಲ್ಲಿ ಆಗಬೇಕಾದ ಅಭಿವೃದ್ಧಿ ಕೆಲಸಗಳನ್ನು [45, 1208, 297, 1378]
story3-box-credit: – ಎಸ್.ಎಲ್.ಲೋಕೇಶ್, ಹುಳಿಯಾರು [1300, 1267, 1462, 1283]
story3-box2-text: ತಿಪಟೂರು ಮಾರ್ಗ ಸಂಖ್ಯೆ 63 ರನ್ನು ರದ್ದು ಮಾಡಿದ್ದರಿಂದ ಮುಂಜಾನೆ ಪ್ರಯಾಣಿಕರಿಗೆ ತೊಂದರೆಯಾಗುತ್ತಿತ್ತು. ಇದನ್ನು ಗಮನಿಸಿ ಈಗ ಹೊಸದಾಗಿ ಮಾರ್ಗ ಸಂಖ್ಯೆ 82 ಅನ್ನು ಹುಳಿಯಾರಿನಿಂದ ತಿಪಟೂರಿಗೆ ಬೆಳಿಗ್ಗೆ 7.30 ಕ್ಕೆ ಮಾಡಿಕೊಡಲಾಗಿದೆ. ಗುರುವಾರದಿಂದ ಈ ಬಸ್ ನಿತ್ಯ ಓಡಾಡಲಿದೆ. [833, 1301, 1462, 1333]
